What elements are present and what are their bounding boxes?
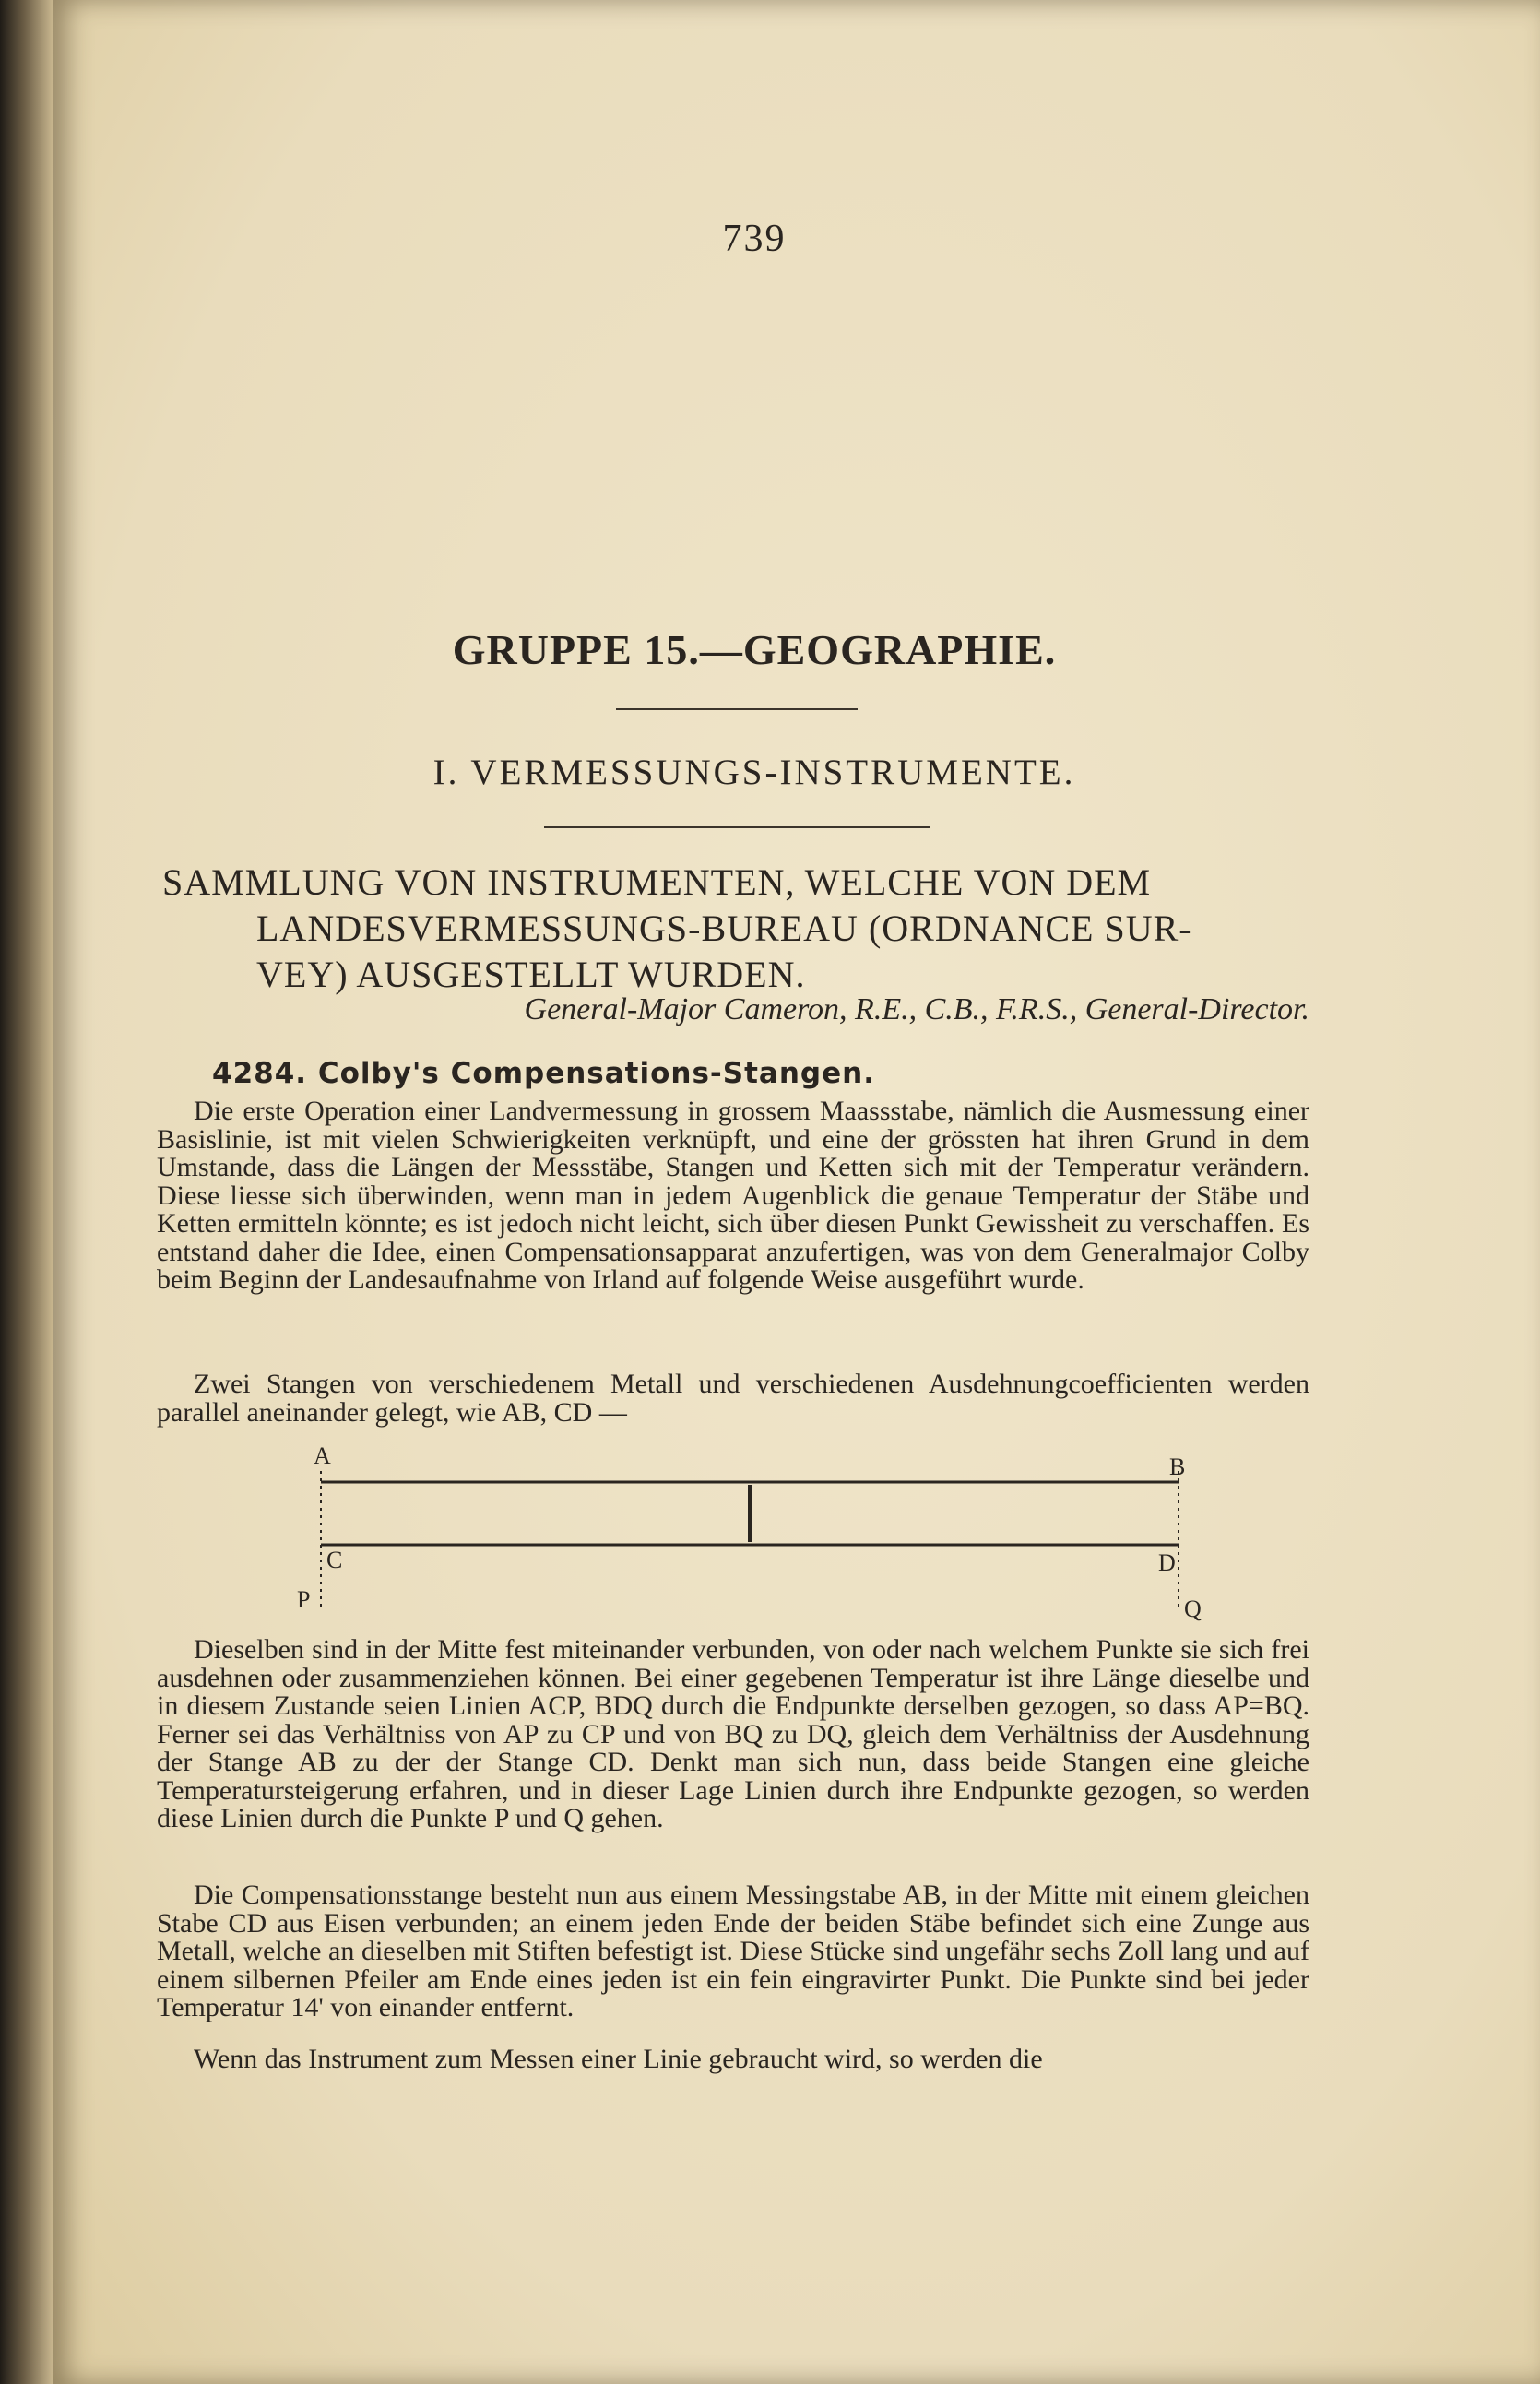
section-title: I. VERMESSUNGS-INSTRUMENTE. (432, 753, 1076, 792)
compensation-bar-diagram (284, 1434, 1206, 1637)
paragraph-3: Dieselben sind in der Mitte fest miteinander verbunden, von oder nach welchem Punkte sie sich frei ausdehnen oder zusammenziehen können. Bei einer gegebenen Temperatur ist ihre Länge dieselbe und in diesem Zustande seien Linien ACP, BDQ durch die Endpunkte derselben gezogen, so dass AP=BQ. Ferner sei das Verhältniss von AP zu CP und von BQ zu DQ, gleich dem Verhältniss der Ausdehnung der Stange AB zu der der Stange CD. Denkt man sich nun, dass beide Stangen eine gleiche Temperatursteigerung erfahren, und in dieser Lage Linien durch ihre Endpunkte gezogen, so werden diese Linien durch die Punkte P und Q gehen. (157, 1634, 1309, 1833)
book-spine (0, 0, 53, 2384)
section-divider (544, 826, 930, 828)
group-title: GRUPPE 15.—GEOGRAPHIE. (452, 626, 1057, 673)
book-page (53, 0, 1540, 2384)
collection-heading-line-2: LANDESVERMESSUNGS-BUREAU (ORDNANCE SUR- (256, 907, 1192, 949)
label-q: Q (1184, 1595, 1202, 1622)
collection-heading (162, 860, 1315, 998)
paragraph-2: Zwei Stangen von verschiedenem Metall und verschiedenen Ausdehnungcoefficienten werden parallel aneinander gelegt, wie AB, CD — (157, 1369, 1309, 1428)
paragraph-5: Wenn das Instrument zum Messen einer Linie gebraucht wird, so werden die (194, 2044, 1043, 2074)
label-c: C (326, 1547, 343, 1573)
page-number: 739 (722, 218, 787, 260)
label-a: A (314, 1442, 331, 1469)
collection-heading-line-1: SAMMLUNG VON INSTRUMENTEN, WELCHE VON DEM (162, 861, 1152, 903)
collection-heading-line-3: VEY) AUSGESTELLT WURDEN. (256, 954, 806, 995)
collector-credit: General-Major Cameron, R.E., C.B., F.R.S., General-Director. (524, 992, 1309, 1026)
label-d: D (1158, 1549, 1176, 1576)
item-heading: 4284. Colby's Compensations-Stangen. (212, 1057, 875, 1090)
paragraph-1: Die erste Operation einer Landvermessung in grossem Maassstabe, nämlich die Ausmessung einer Basislinie, ist mit vielen Schwierigkeiten verknüpft, und eine der grössten hat ihren Grund in dem Umstande, dass die Längen der Messstäbe, Stangen und Ketten sich mit der Temperatur verändern. Diese liesse sich überwinden, wenn man in jedem Augenblick die genaue Temperatur der Stäbe und Ketten ermitteln könnte; es ist jedoch nicht leicht, sich über diesen Punkt Gewissheit zu verschaffen. Es entstand daher die Idee, einen Compensationsapparat anzufertigen, was von dem Generalmajor Colby beim Beginn der Landesaufnahme von Irland auf folgende Weise ausgeführt wurde. (157, 1096, 1309, 1295)
label-p: P (297, 1586, 311, 1613)
title-divider (616, 708, 858, 710)
paragraph-4: Die Compensationsstange besteht nun aus einem Messingstabe AB, in der Mitte mit einem gleichen Stabe CD aus Eisen verbunden; an einem jeden Ende der beiden Stäbe befindet sich eine Zunge aus Metall, welche an dieselben mit Stiften befestigt ist. Diese Stücke sind ungefähr sechs Zoll lang und auf einem silbernen Pfeiler am Ende eines jeden ist ein fein eingravirter Punkt. Die Punkte sind bei jeder Temperatur 14' von einander entfernt. (157, 1880, 1309, 2022)
label-b: B (1169, 1453, 1186, 1480)
